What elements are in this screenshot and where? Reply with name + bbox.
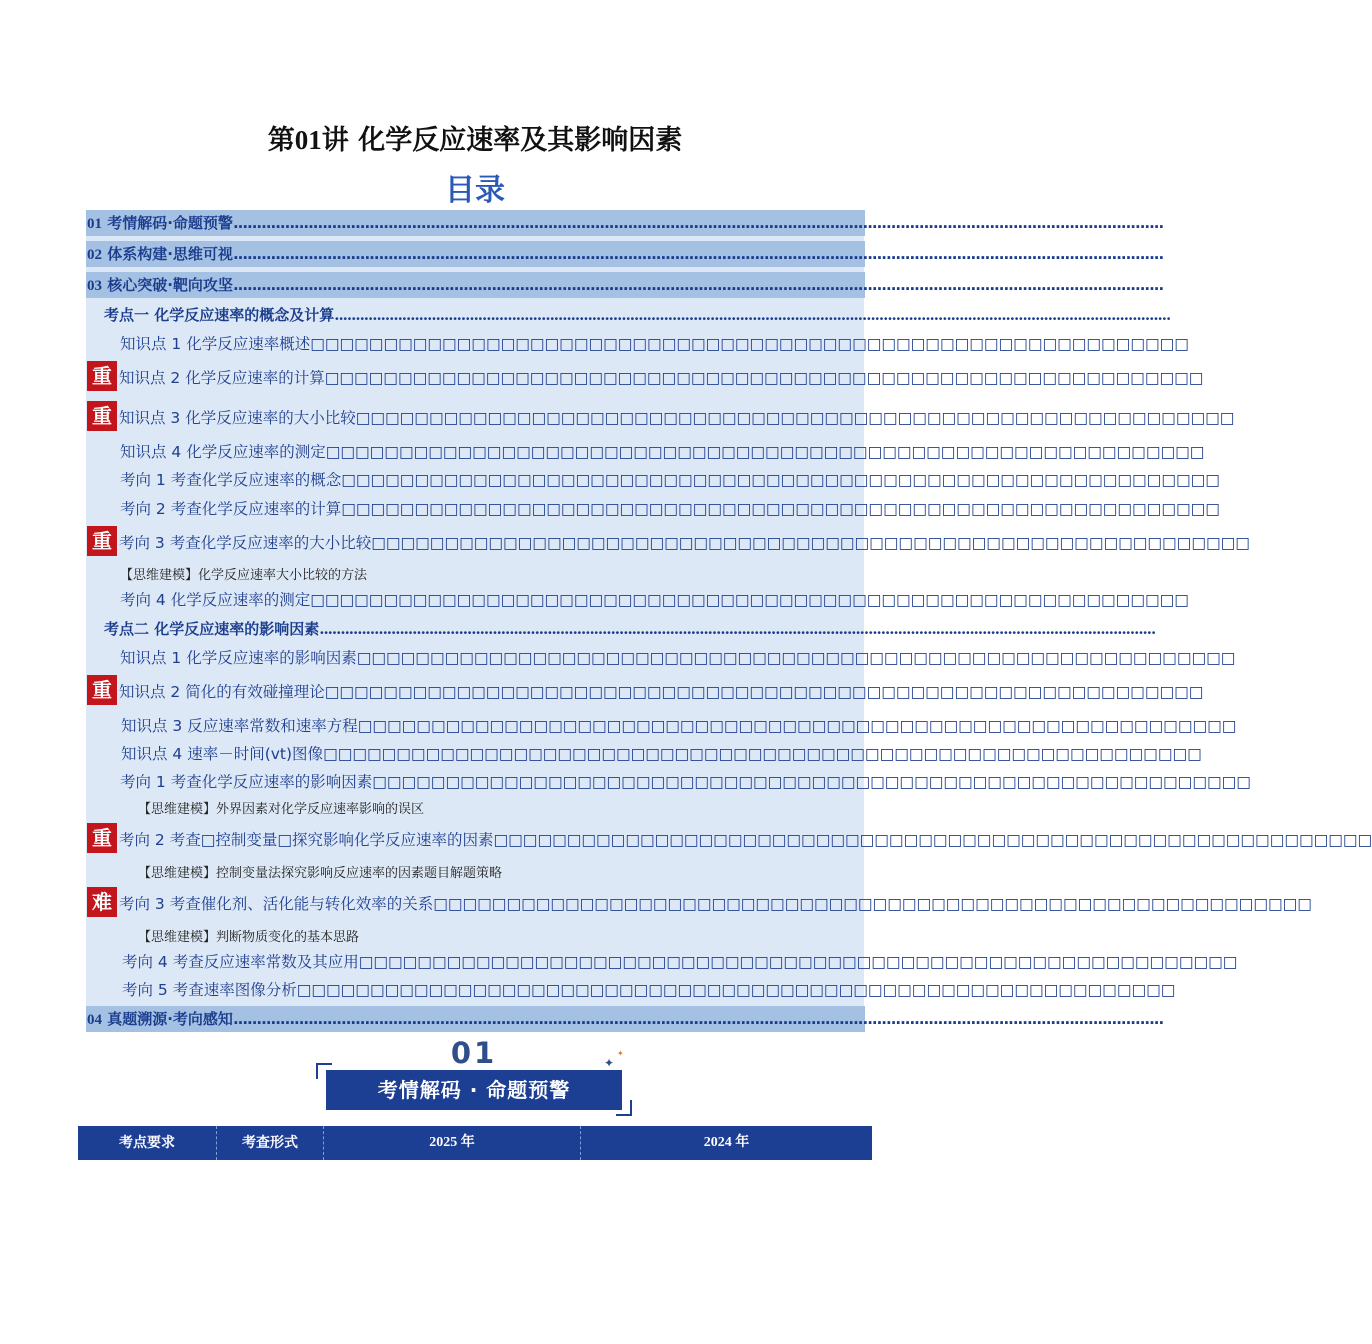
table-header-cell: 考点要求 [78,1126,217,1160]
table-header-cell: 2024 年 [703,1135,750,1150]
section-banner [316,1036,636,1120]
toc-item[interactable]: 知识点 3 反应速率常数和速率方程□□□□□□□□□□□□□□□□□□□□□□□□□□□□□□□□□□□□□□□□□□□□□□□□□□□□□□□□□□□□ [121,717,1237,735]
toc-item[interactable]: 考向 4 化学反应速率的测定□□□□□□□□□□□□□□□□□□□□□□□□□□□□□□□□□□□□□□□□□□□□□□□□□□□□□□□□□□□□ [120,591,1189,609]
toc-section-01[interactable]: 01 考情解码·命题预警...................................................................................................................................................................................................... [86,210,865,236]
toc-model-note[interactable]: 【思维建模】化学反应速率大小比较的方法 [120,568,368,583]
exam-table-header [78,1126,872,1160]
sparkle-icon: ✦ [604,1056,615,1070]
key-point-badge: 重 [87,361,117,391]
toc-section-04[interactable]: 04 真题溯源·考向感知...................................................................................................................................................................................................... [86,1006,865,1032]
toc-item[interactable]: 考向 1 考查化学反应速率的影响因素□□□□□□□□□□□□□□□□□□□□□□□□□□□□□□□□□□□□□□□□□□□□□□□□□□□□□□□□□□□□ [120,773,1251,791]
toc-item[interactable]: 考向 1 考查化学反应速率的概念□□□□□□□□□□□□□□□□□□□□□□□□□□□□□□□□□□□□□□□□□□□□□□□□□□□□□□□□□□□□ [120,471,1220,489]
toc-item[interactable]: 考向 3 考查催化剂、活化能与转化效率的关系□□□□□□□□□□□□□□□□□□□□□□□□□□□□□□□□□□□□□□□□□□□□□□□□□□□□□□□□□□□□ [119,895,1312,913]
toc-model-note[interactable]: 【思维建模】外界因素对化学反应速率影响的误区 [138,802,425,817]
banner-corner-decoration [616,1100,632,1116]
toc-section-02[interactable]: 02 体系构建·思维可视...................................................................................................................................................................................................... [86,241,865,267]
key-point-badge: 重 [87,526,117,556]
toc-heading: 目录 [445,173,505,208]
table-header-cell: 考查形式 [217,1126,324,1160]
banner-label: 考情解码 · 命题预警 [326,1070,622,1110]
toc-kaodian-2[interactable]: 考点二 化学反应速率的影响因素...................................................................................................................................................................................................... [104,620,1156,638]
banner-number: 01 [450,1036,498,1070]
toc-item[interactable]: 知识点 4 速率－时间(vt)图像□□□□□□□□□□□□□□□□□□□□□□□□□□□□□□□□□□□□□□□□□□□□□□□□□□□□□□□□□□□□ [121,745,1202,763]
toc-item[interactable]: 知识点 1 化学反应速率概述□□□□□□□□□□□□□□□□□□□□□□□□□□□□□□□□□□□□□□□□□□□□□□□□□□□□□□□□□□□□ [120,335,1189,353]
toc-item[interactable]: 考向 2 考查□控制变量□探究影响化学反应速率的因素□□□□□□□□□□□□□□□□□□□□□□□□□□□□□□□□□□□□□□□□□□□□□□□□□□□□□□□□□□□□ [119,831,1372,849]
key-point-badge: 重 [87,823,117,853]
toc-item[interactable]: 考向 3 考查化学反应速率的大小比较□□□□□□□□□□□□□□□□□□□□□□□□□□□□□□□□□□□□□□□□□□□□□□□□□□□□□□□□□□□□ [119,534,1250,552]
toc-item[interactable]: 考向 4 考查反应速率常数及其应用□□□□□□□□□□□□□□□□□□□□□□□□□□□□□□□□□□□□□□□□□□□□□□□□□□□□□□□□□□□□ [122,953,1238,971]
page-title: 第01讲 化学反应速率及其影响因素 [267,125,683,156]
toc-item[interactable]: 知识点 4 化学反应速率的测定□□□□□□□□□□□□□□□□□□□□□□□□□□□□□□□□□□□□□□□□□□□□□□□□□□□□□□□□□□□□ [120,443,1205,461]
toc-item[interactable]: 考向 2 考查化学反应速率的计算□□□□□□□□□□□□□□□□□□□□□□□□□□□□□□□□□□□□□□□□□□□□□□□□□□□□□□□□□□□□ [120,500,1220,518]
sparkle-icon: ✦ [617,1049,624,1058]
toc-item[interactable]: 知识点 2 化学反应速率的计算□□□□□□□□□□□□□□□□□□□□□□□□□□□□□□□□□□□□□□□□□□□□□□□□□□□□□□□□□□□□ [119,369,1204,387]
toc-item[interactable]: 知识点 1 化学反应速率的影响因素□□□□□□□□□□□□□□□□□□□□□□□□□□□□□□□□□□□□□□□□□□□□□□□□□□□□□□□□□□□□ [120,649,1236,667]
toc-kaodian-1[interactable]: 考点一 化学反应速率的概念及计算...................................................................................................................................................................................................... [104,306,1171,324]
key-point-badge: 重 [87,675,117,705]
toc-item[interactable]: 知识点 2 简化的有效碰撞理论□□□□□□□□□□□□□□□□□□□□□□□□□□□□□□□□□□□□□□□□□□□□□□□□□□□□□□□□□□□□ [119,683,1204,701]
toc-item[interactable]: 考向 5 考查速率图像分析□□□□□□□□□□□□□□□□□□□□□□□□□□□□□□□□□□□□□□□□□□□□□□□□□□□□□□□□□□□□ [122,981,1176,999]
toc-item[interactable]: 知识点 3 化学反应速率的大小比较□□□□□□□□□□□□□□□□□□□□□□□□□□□□□□□□□□□□□□□□□□□□□□□□□□□□□□□□□□□□ [119,409,1235,427]
difficult-point-badge: 难 [87,887,117,917]
table-header-cell: 2025 年 [324,1126,581,1160]
toc-model-note[interactable]: 【思维建模】判断物质变化的基本思路 [138,930,360,945]
toc-section-03[interactable]: 03 核心突破·靶向攻坚...................................................................................................................................................................................................... [86,272,865,298]
toc-model-note[interactable]: 【思维建模】控制变量法探究影响反应速率的因素题目解题策略 [138,866,503,881]
table-of-contents [86,210,1372,1032]
key-point-badge: 重 [87,401,117,431]
